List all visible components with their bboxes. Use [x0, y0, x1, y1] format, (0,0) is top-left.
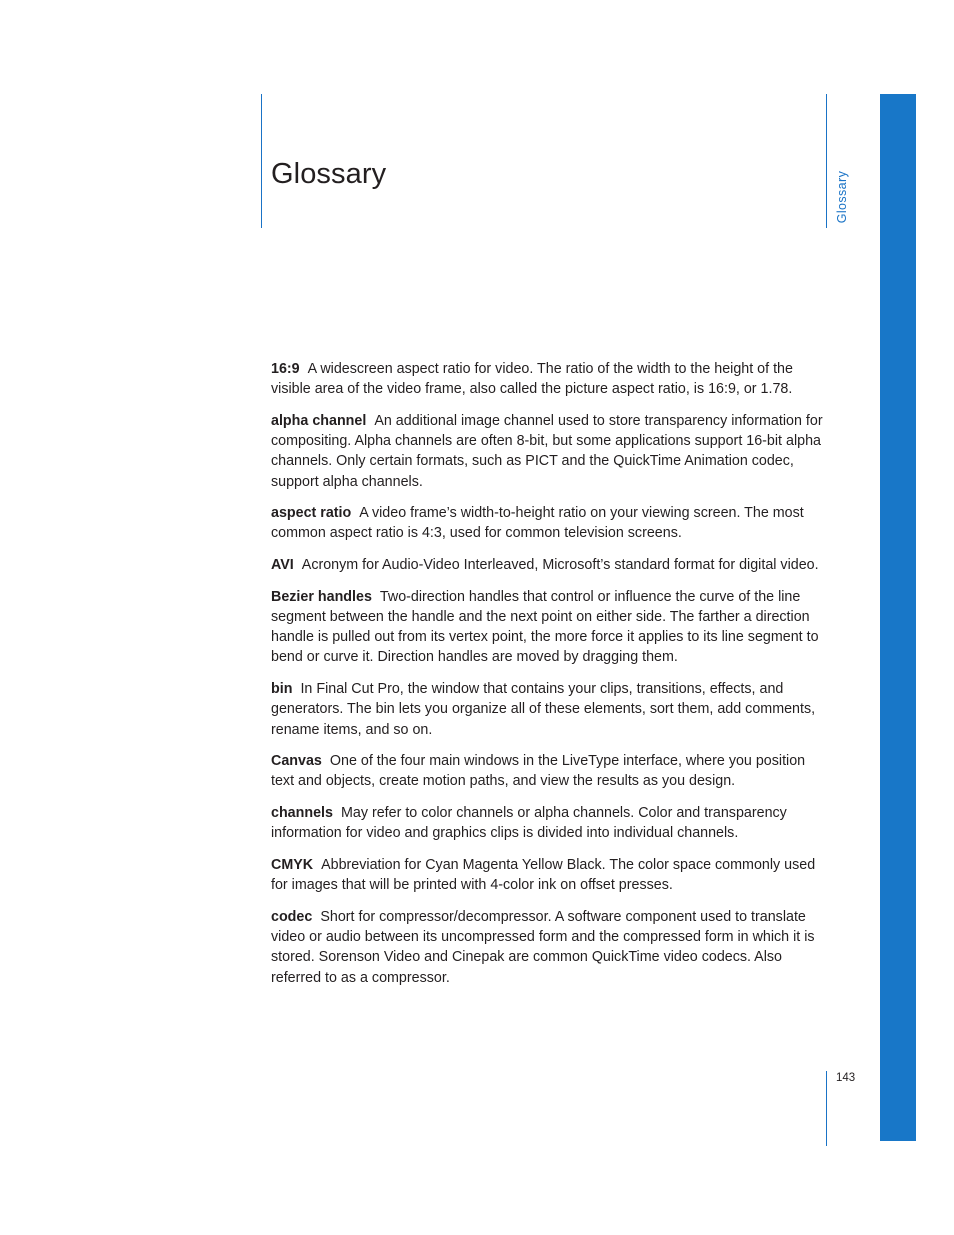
glossary-term: AVI [271, 557, 294, 574]
running-head: Glossary [835, 170, 849, 224]
glossary-definition: One of the four main windows in the LiveType interface, where you position text and objects, create motion paths, and view the results as you design. [271, 753, 806, 790]
glossary-term: bin [271, 681, 293, 698]
glossary-term: alpha channel [271, 412, 367, 429]
glossary-definition: An additional image channel used to store transparency information for compositing. Alpha channels are often 8-bit, but some applications support 16-bit alpha channels. Only certain formats, such as PICT and the QuickTime Animation codec, support alpha channels. [271, 412, 823, 490]
glossary-definition: Two-direction handles that control or influence the curve of the line segment between the handle and the next point on either side. The farther a direction handle is pulled out from its vertex point, the more force it applies to its line segment to bend or curve it. Direction handles are moved by dragging them. [271, 588, 819, 666]
glossary-definition: In Final Cut Pro, the window that contains your clips, transitions, effects, and generators. The bin lets you organize all of these elements, sort them, add comments, rename items, and so on. [271, 681, 816, 738]
glossary-definition: Acronym for Audio-Video Interleaved, Microsoft’s standard format for digital video. [301, 557, 819, 574]
glossary-entry [271, 555, 831, 575]
glossary-term: aspect ratio [271, 505, 352, 522]
running-head-rule [826, 94, 827, 228]
glossary-term: CMYK [271, 857, 314, 874]
page-title: Glossary [271, 158, 387, 190]
glossary-list [271, 359, 831, 999]
glossary-term: Bezier handles [271, 588, 372, 605]
glossary-entry [271, 587, 831, 668]
glossary-entry [271, 803, 831, 843]
glossary-definition: Short for compressor/decompressor. A software component used to translate video or audio between its uncompressed form and the compressed form in which it is stored. Sorenson Video and Cinepak are common QuickTime video codecs. Also referred to as a compressor. [271, 908, 815, 986]
page-number: 143 [836, 1072, 856, 1084]
glossary-entry [271, 411, 831, 492]
glossary-definition: A video frame’s width-to-height ratio on your viewing screen. The most common aspect ratio is 4:3, used for common television screens. [271, 505, 804, 542]
glossary-entry [271, 679, 831, 740]
glossary-entry [271, 503, 831, 543]
chapter-tab [880, 94, 916, 1141]
glossary-definition: A widescreen aspect ratio for video. The ratio of the width to the height of the visible area of the video frame, also called the picture aspect ratio, is 16:9, or 1.78. [271, 361, 793, 398]
glossary-term: Canvas [271, 753, 322, 770]
glossary-entry [271, 359, 831, 399]
glossary-entry [271, 751, 831, 791]
glossary-definition: May refer to color channels or alpha channels. Color and transparency information for video and graphics clips is divided into individual channels. [271, 805, 787, 842]
glossary-entry [271, 855, 831, 895]
glossary-entry [271, 907, 831, 988]
glossary-term: codec [271, 908, 313, 925]
title-rule [261, 94, 262, 228]
page-number-rule [826, 1071, 827, 1146]
glossary-term: 16:9 [271, 361, 300, 377]
glossary-definition: Abbreviation for Cyan Magenta Yellow Black. The color space commonly used for images that will be printed with 4-color ink on offset presses. [271, 857, 816, 894]
glossary-term: channels [271, 805, 333, 822]
